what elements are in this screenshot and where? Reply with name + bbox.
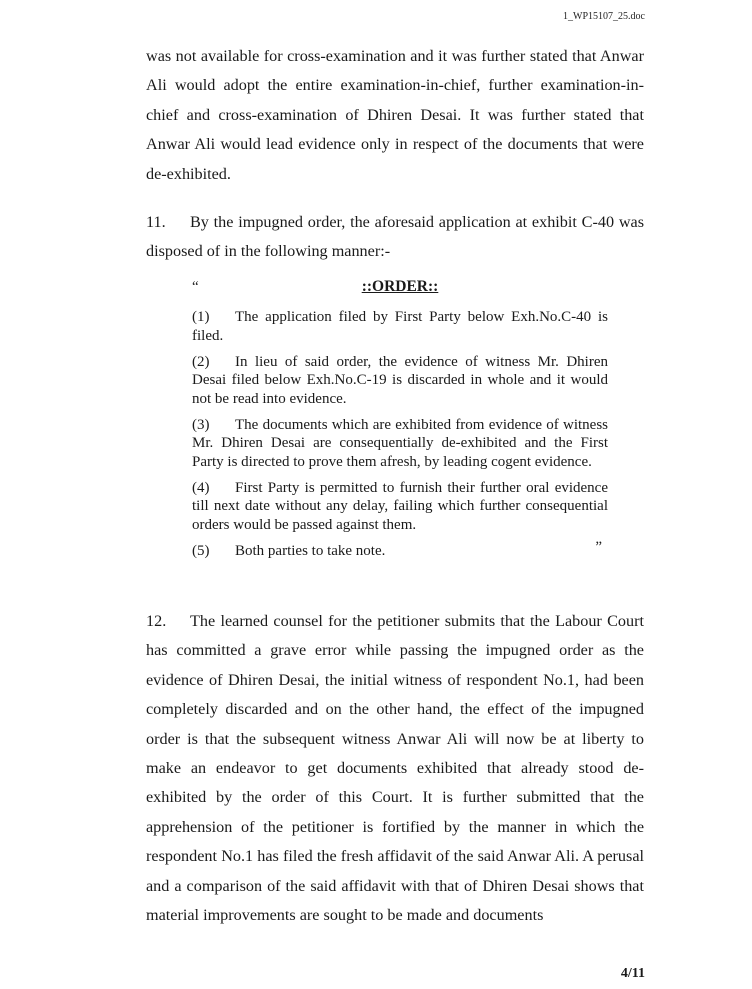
order-item xyxy=(192,308,608,345)
paragraph-number: 12. xyxy=(146,612,167,630)
order-item xyxy=(192,479,608,535)
paragraph-continued-text: was not available for cross-examination and it was further stated that Anwar Ali would adopt the entire examination-in-chief, further examination-in-chief and cross-examination of Dhiren Desai. It was further stated that Anwar Ali would lead evidence only in respect of the documents that were de-exhibited. xyxy=(146,47,644,183)
order-title: ::ORDER:: xyxy=(361,278,439,295)
order-item-number: (2) xyxy=(192,353,210,370)
document-file-name: 1_WP15107_25.doc xyxy=(563,11,645,22)
paragraph-12 xyxy=(146,607,644,930)
paragraph-11 xyxy=(146,208,644,267)
paragraph-continued xyxy=(146,42,644,189)
order-item xyxy=(192,353,608,409)
order-item-text: First Party is permitted to furnish their further oral evidence till next date without any delay, failing which further consequential orders would be passed against them. xyxy=(192,479,608,533)
quoted-order xyxy=(192,276,608,568)
order-item-number: (1) xyxy=(192,309,210,325)
order-item-text: Both parties to take note. xyxy=(235,542,386,559)
order-item-text: In lieu of said order, the evidence of witness Mr. Dhiren Desai filed below Exh.No.C-19 is discarded in whole and it would not be read into evidence. xyxy=(192,353,608,407)
order-item-text: The documents which are exhibited from evidence of witness Mr. Dhiren Desai are consequentially de-exhibited and the First Party is directed to prove them afresh, by leading cogent evidence. xyxy=(192,416,608,470)
order-item-number: (3) xyxy=(192,416,210,433)
order-heading xyxy=(192,276,608,300)
order-item-number: (4) xyxy=(192,479,210,496)
order-item-number: (5) xyxy=(192,542,210,559)
order-item-text: The application filed by First Party below Exh.No.C-40 is filed. xyxy=(192,309,608,344)
order-item xyxy=(192,416,608,472)
order-item xyxy=(192,538,608,561)
opening-quote: “ xyxy=(192,279,199,295)
paragraph-text: The learned counsel for the petitioner submits that the Labour Court has committed a grave error while passing the impugned order as the evidence of Dhiren Desai, the initial witness of respondent No.1, had been completely discarded and on the other hand, the effect of the impugned order is that the subsequent witness Anwar Ali will now be at liberty to make an endeavor to get documents exhibited that already stood de-exhibited by the order of this Court. It is further submitted that the apprehension of the petitioner is fortified by the manner in which the respondent No.1 has filed the fresh affidavit of the said Anwar Ali. A perusal and a comparison of the said affidavit with that of Dhiren Desai shows that material improvements are sought to be made and documents xyxy=(146,612,644,925)
closing-quote: ” xyxy=(595,538,602,555)
paragraph-text: By the impugned order, the aforesaid application at exhibit C-40 was disposed of in the following manner:- xyxy=(146,213,644,261)
paragraph-number: 11. xyxy=(146,213,166,231)
page-number: 4/11 xyxy=(620,966,645,981)
